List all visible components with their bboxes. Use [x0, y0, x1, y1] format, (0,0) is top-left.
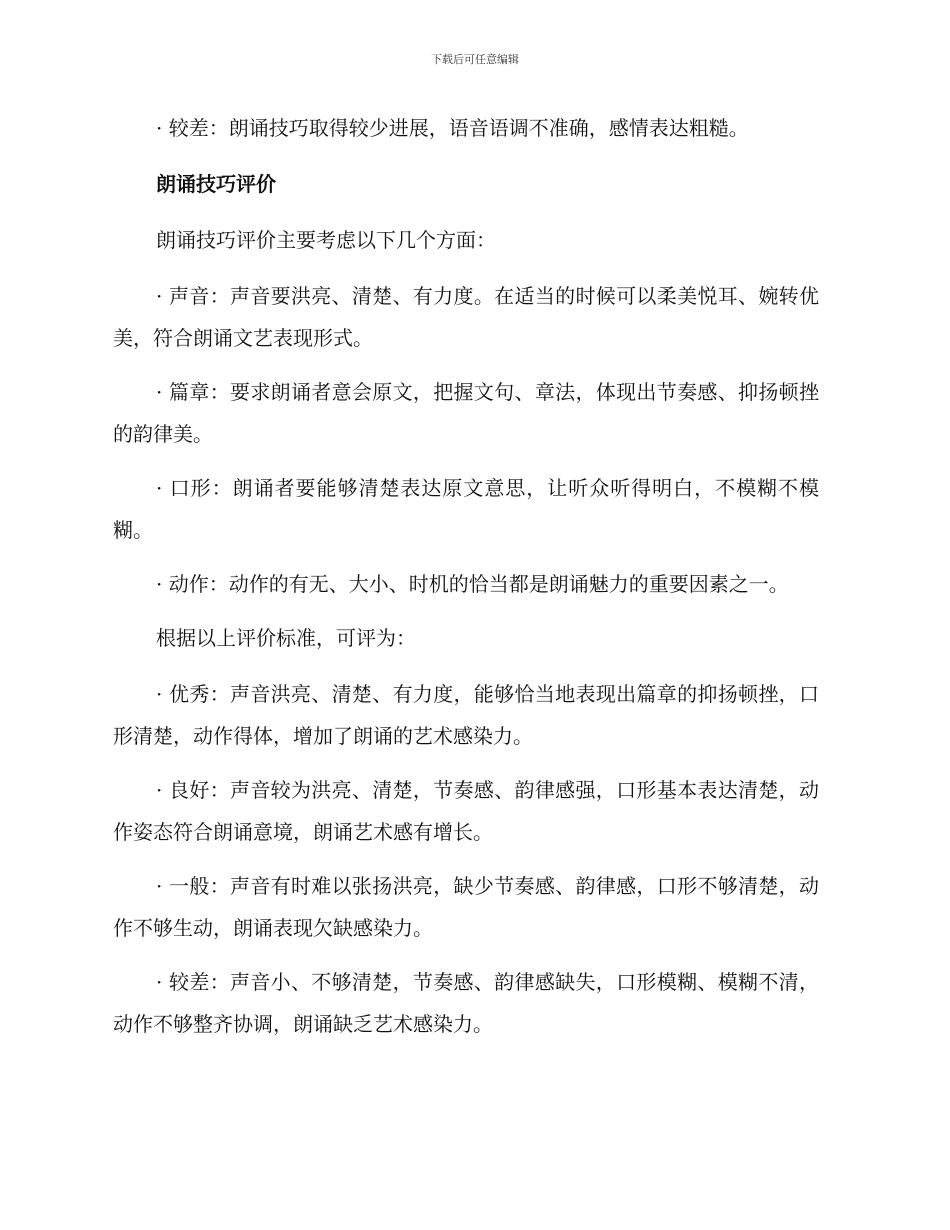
- section-heading: 朗诵技巧评价: [156, 172, 276, 196]
- paragraph-rating-poor: · 较差：声音小、不够清楚，节奏感、韵律感缺失，口形模糊、模糊不清，动作不够整齐协调，朗诵缺乏艺术感染力。: [113, 970, 819, 1036]
- document-body: [113, 107, 819, 1057]
- paragraph-mouth-shape: · 口形：朗诵者要能够清楚表达原文意思，让听众听得明白，不模糊不模糊。: [113, 476, 819, 542]
- paragraph-intro: 朗诵技巧评价主要考虑以下几个方面：: [156, 228, 496, 252]
- paragraph-text-structure: · 篇章：要求朗诵者意会原文，把握文句、章法，体现出节奏感、抑扬顿挫的韵律美。: [113, 380, 819, 446]
- paragraph-rating-poor-progress: · 较差：朗诵技巧取得较少进展，语音语调不准确，感情表达粗糙。: [156, 116, 749, 140]
- paragraph-criteria-intro: 根据以上评价标准，可评为：: [156, 626, 416, 650]
- paragraph-rating-good: · 良好：声音较为洪亮、清楚，节奏感、韵律感强，口形基本表达清楚，动作姿态符合朗诵意境，朗诵艺术感有增长。: [113, 778, 819, 844]
- paragraph-rating-excellent: · 优秀：声音洪亮、清楚、有力度，能够恰当地表现出篇章的抑扬顿挫，口形清楚，动作得体，增加了朗诵的艺术感染力。: [113, 682, 819, 748]
- paragraph-gesture: · 动作：动作的有无、大小、时机的恰当都是朗诵魅力的重要因素之一。: [156, 572, 789, 596]
- paragraph-voice: · 声音：声音要洪亮、清楚、有力度。在适当的时候可以柔美悦耳、婉转优美，符合朗诵文艺表现形式。: [113, 284, 819, 350]
- page-header: 下载后可任意编辑: [431, 53, 519, 66]
- paragraph-rating-average: · 一般：声音有时难以张扬洪亮，缺少节奏感、韵律感，口形不够清楚，动作不够生动，朗诵表现欠缺感染力。: [113, 874, 819, 940]
